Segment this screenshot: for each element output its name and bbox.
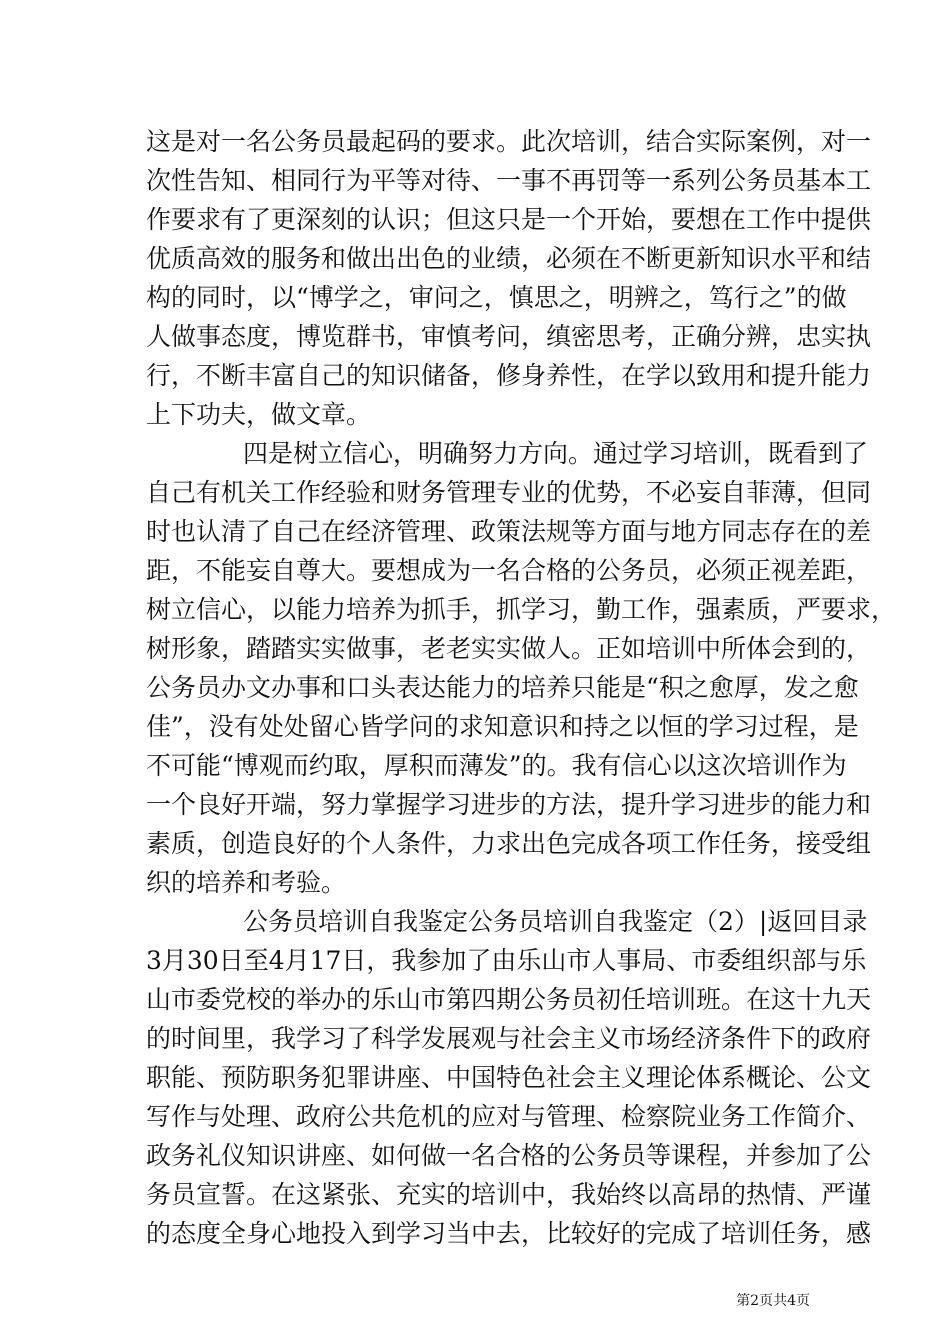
page-number: 第2页共4页 [736,1293,810,1309]
paragraph-2-line: 时也认清了自己在经济管理、政策法规等方面与地方同志存在的差 [146,517,872,546]
paragraph-3-line: 山市委党校的举办的乐山市第四期公务员初任培训班。在这十九天 [146,985,872,1014]
paragraph-2-line: 公务员办文办事和口头表达能力的培养只能是“积之愈厚，发之愈 [146,673,859,702]
paragraph-1-line: 次性告知、相同行为平等对待、一事不再罚等一系列公务员基本工 [146,166,872,195]
section-heading [243,907,868,937]
section-title: 公务员培训自我鉴定公务员培训自我鉴定（2） [243,907,759,936]
paragraph-2-line: 不可能“博观而约取，厚积而薄发”的。我有信心以这次培训作为 [146,751,847,780]
paragraph-1-line: 这是对一名公务员最起码的要求。此次培训，结合实际案例，对一 [146,127,872,156]
paragraph-3-line: 的时间里，我学习了科学发展观与社会主义市场经济条件下的政府 [146,1024,872,1053]
paragraph-2-line: 四是树立信心，明确努力方向。通过学习培训，既看到了 [243,439,869,468]
paragraph-3-line: 写作与处理、政府公共危机的应对与管理、检察院业务工作简介、 [146,1102,872,1131]
paragraph-2-line: 一个良好开端，努力掌握学习进步的方法，提升学习进步的能力和 [146,790,872,819]
paragraph-1-line: 优质高效的服务和做出出色的业绩，必须在不断更新知识水平和结 [146,244,872,273]
paragraph-3-line: 政务礼仪知识讲座、如何做一名合格的公务员等课程，并参加了公 [146,1141,872,1170]
paragraph-2-line: 树形象，踏踏实实做事，老老实实做人。正如培训中所体会到的， [146,634,872,663]
paragraph-3-line: 的态度全身心地投入到学习当中去，比较好的完成了培训任务，感 [146,1219,872,1248]
paragraph-3-line: 务员宣誓。在这紧张、充实的培训中，我始终以高昂的热情、严谨 [146,1180,872,1209]
paragraph-1-line: 作要求有了更深刻的认识；但这只是一个开始，要想在工作中提供 [146,205,872,234]
paragraph-3-line: 职能、预防职务犯罪讲座、中国特色社会主义理论体系概论、公文 [146,1063,872,1092]
paragraph-2-line: 素质，创造良好的个人条件，力求出色完成各项工作任务，接受组 [146,829,872,858]
paragraph-1-line: 构的同时，以“博学之，审问之，慎思之，明辨之，笃行之”的做 [146,283,847,312]
paragraph-1-line: 人做事态度，博览群书，审慎考问，缜密思考，正确分辨，忠实执 [146,322,872,351]
paragraph-1-line: 行，不断丰富自己的知识储备，修身养性，在学以致用和提升能力 [146,361,872,390]
paragraph-2-line: 织的培养和考验。 [146,868,347,897]
paragraph-2-line: 树立信心，以能力培养为抓手，抓学习，勤工作，强素质，严要求， [146,595,897,624]
paragraph-2-line: 自己有机关工作经验和财务管理专业的优势，不必妄自菲薄，但同 [146,478,872,507]
paragraph-3-line: 3月30日至4月17日，我参加了由乐山市人事局、市委组织部与乐 [146,946,867,975]
paragraph-2-line: 距，不能妄自尊大。要想成为一名合格的公务员，必须正视差距， [146,556,872,585]
back-to-contents-link[interactable]: 返回目录 [767,907,868,936]
paragraph-2-line: 佳”，没有处处留心皆学问的求知意识和持之以恒的学习过程，是 [146,712,859,741]
paragraph-1-line: 上下功夫，做文章。 [146,400,372,429]
heading-separator: | [758,907,768,936]
